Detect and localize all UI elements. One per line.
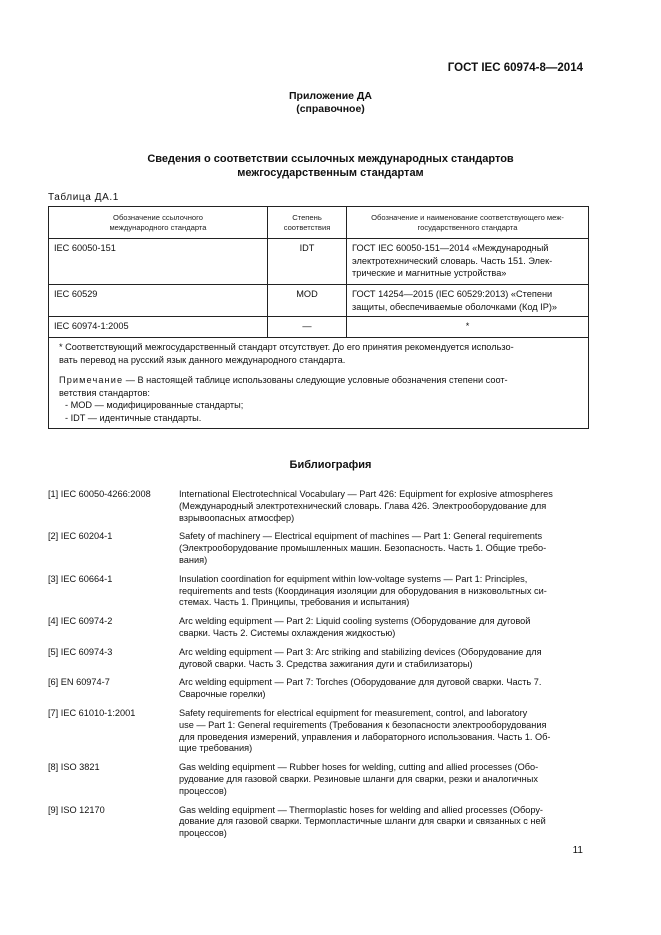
correspondence-table: [48, 206, 589, 429]
bibliography-ref: [2] IEC 60204-1: [48, 531, 113, 542]
footnote-text: * Соответствующий межгосударственный стандарт отсутствует. До его принятия рекомендуется использо-: [59, 342, 514, 352]
bib-line: Arc welding equipment — Part 3: Arc striking and stabilizing devices (Оборудование для: [179, 646, 542, 657]
cell-standard: [347, 285, 589, 317]
bibliography-ref: [6] EN 60974-7: [48, 677, 110, 688]
bib-line: Arc welding equipment — Part 7: Torches (Оборудование для дуговой сварки. Часть 7.: [179, 677, 542, 688]
bibliography-ref: [9] ISO 12170: [48, 804, 105, 815]
table-row: [49, 239, 589, 285]
cell-degree: —: [268, 317, 347, 338]
main-title-line: межгосударственным стандартам: [237, 167, 424, 179]
bibliography-item: [48, 647, 584, 671]
header-ref-standard: [49, 207, 268, 239]
bibliography-text: [179, 762, 584, 797]
bib-line: рудование для газовой сварки. Резиновые шланги для сварки, резки и аналогичных: [179, 773, 538, 784]
bib-line: Insulation coordination for equipment within low-voltage systems — Part 1: Principles,: [179, 573, 528, 584]
bibliography-text: [179, 677, 584, 701]
cell-line: электротехнический словарь. Часть 151. Элек-: [352, 255, 553, 266]
bib-line: (Международный электротехнический словарь. Глава 426. Электрооборудование для: [179, 500, 547, 511]
main-title: [0, 152, 661, 180]
note-text: ветствия стандартов:: [59, 387, 150, 398]
bibliography-item: [48, 489, 584, 524]
bib-line: requirements and tests (Координация изоляции для оборудования в низковольтных си-: [179, 585, 547, 596]
header-text: Обозначение ссылочного: [113, 212, 203, 222]
table-header-row: [49, 207, 589, 239]
bibliography-text: [179, 647, 584, 671]
page-number: 11: [572, 845, 583, 856]
bib-line: щие требования): [179, 743, 253, 754]
cell-line: трические и магнитные устройства»: [352, 268, 507, 278]
cell-ref: IEC 60050-151: [49, 239, 268, 285]
bibliography-ref: [4] IEC 60974-2: [48, 616, 113, 627]
cell-degree: IDT: [268, 239, 347, 285]
bib-line: вания): [179, 554, 208, 565]
bibliography-text: [179, 531, 584, 566]
cell-standard: *: [347, 317, 589, 338]
cell-line: ГОСТ IEC 60050-151—2014 «Международный: [352, 243, 549, 253]
table-footnote: [49, 338, 589, 429]
header-text: международного стандарта: [109, 222, 207, 232]
bibliography-text: [179, 489, 584, 524]
cell-degree: MOD: [268, 285, 347, 317]
main-title-line: Сведения о соответствии ссылочных международных стандартов: [147, 153, 514, 165]
bib-line: процессов): [179, 785, 227, 796]
cell-standard: [347, 239, 589, 285]
bibliography-text: [179, 616, 584, 640]
bibliography-item: [48, 677, 584, 701]
bib-line: стемах. Часть 1. Принципы, требования и испытания): [179, 597, 410, 608]
annex-subtitle: (справочное): [296, 103, 365, 115]
bib-line: дуговой сварки. Часть 3. Средства зажигания дуги и стабилизаторы): [179, 658, 473, 669]
bibliography-text: [179, 574, 584, 609]
note-list-item: - IDT — идентичные стандарты.: [65, 412, 202, 423]
bib-line: Safety requirements for electrical equipment for measurement, control, and laboratory: [179, 707, 528, 718]
header-text: государственного стандарта: [417, 222, 518, 232]
table-row: [49, 285, 589, 317]
header-text: Степень: [292, 212, 322, 222]
bib-line: Gas welding equipment — Thermoplastic hoses for welding and allied processes (Обору-: [179, 804, 543, 815]
bib-line: Сварочные горелки): [179, 689, 266, 700]
bibliography-text: [179, 805, 584, 840]
bibliography-title: Библиография: [289, 459, 372, 471]
header-degree: [268, 207, 347, 239]
bibliography-text: [179, 708, 584, 755]
bibliography-ref: [5] IEC 60974-3: [48, 646, 113, 657]
bibliography-item: [48, 616, 584, 640]
bib-line: взрывоопасных атмосфер): [179, 512, 295, 523]
bib-line: Safety of machinery — Electrical equipment of machines — Part 1: General requirements: [179, 531, 543, 542]
bib-line: use — Part 1: General requirements (Требования к безопасности электрооборудования: [179, 719, 547, 730]
bib-line: для проведения измерений, управления и лабораторного использования. Часть 1. Об-: [179, 731, 551, 742]
bibliography-ref: [8] ISO 3821: [48, 762, 100, 773]
table-row: [49, 317, 589, 338]
bibliography-ref: [7] IEC 61010-1:2001: [48, 707, 136, 718]
bibliography-item: [48, 805, 584, 840]
note-text: — В настоящей таблице использованы следующие условные обозначения степени соот-: [123, 375, 508, 385]
table-footnote-row: [49, 338, 589, 429]
bib-line: дование для газовой сварки. Термопластичные шланги для сварки и связанных с ней: [179, 816, 546, 827]
annex-title: Приложение ДА: [289, 90, 372, 102]
bibliography-ref: [3] IEC 60664-1: [48, 573, 113, 584]
header-interstate-standard: [347, 207, 589, 239]
table-caption: Таблица ДА.1: [48, 192, 119, 203]
cell-ref: IEC 60529: [49, 285, 268, 317]
bib-line: Gas welding equipment — Rubber hoses for welding, cutting and allied processes (Обо-: [179, 762, 539, 773]
cell-line: защиты, обеспечиваемые оболочками (Код IP)»: [352, 301, 558, 312]
bibliography-item: [48, 574, 584, 609]
bib-line: процессов): [179, 828, 227, 839]
bib-line: International Electrotechnical Vocabulary — Part 426: Equipment for explosive atmospheres: [179, 489, 553, 499]
cell-ref: IEC 60974-1:2005: [49, 317, 268, 338]
note-list-item: - MOD — модифицированные стандарты;: [65, 400, 244, 410]
note-paragraph: [59, 374, 580, 387]
bibliography-list: [48, 489, 584, 847]
header-text: Обозначение и наименование соответствующего меж-: [371, 212, 564, 222]
bib-line: сварки. Часть 2. Системы охлаждения жидкостью): [179, 627, 396, 638]
standard-code: ГОСТ IEC 60974-8—2014: [447, 62, 583, 74]
cell-line: ГОСТ 14254—2015 (IEC 60529:2013) «Степени: [352, 289, 553, 299]
header-text: соответствия: [283, 222, 331, 232]
bibliography-item: [48, 531, 584, 566]
bib-line: (Электрооборудование промышленных машин. Безопасность. Часть 1. Общие требо-: [179, 543, 547, 554]
note-label: Примечание: [59, 375, 124, 385]
bibliography-ref: [1] IEC 60050-4266:2008: [48, 489, 151, 499]
annex-heading: [0, 90, 661, 116]
footnote-text: вать перевод на русский язык данного международного стандарта.: [59, 354, 346, 365]
bibliography-item: [48, 762, 584, 797]
bib-line: Arc welding equipment — Part 2: Liquid cooling systems (Оборудование для дуговой: [179, 616, 531, 627]
bibliography-item: [48, 708, 584, 755]
